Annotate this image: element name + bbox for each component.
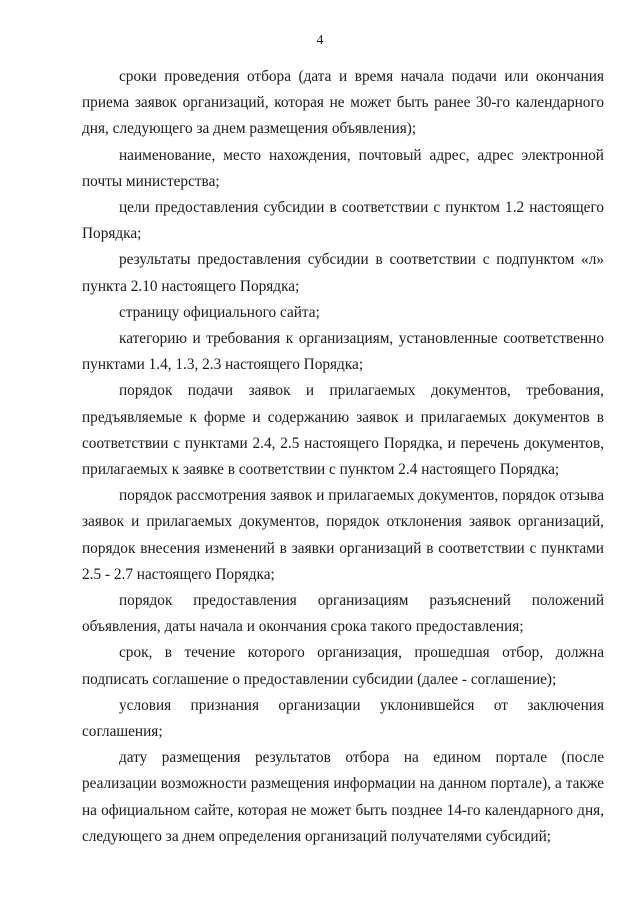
- paragraph-results-publication: дату размещения результатов отбора на едином портале (после реализации возможности размещения информации на данном портале), а также на официальном сайте, которая не может быть позднее 14-го календарного дня, следующего за днем определения организаций получателями субсидий;: [82, 749, 604, 845]
- paragraph-subsidy-goals: цели предоставления субсидии в соответствии с пунктом 1.2 настоящего Порядка;: [82, 199, 604, 243]
- paragraph-website-page: страницу официального сайта;: [119, 303, 320, 321]
- paragraph-ministry-contacts: наименование, место нахождения, почтовый адрес, адрес электронной почты министерства;: [82, 146, 604, 190]
- paragraph-application-submission: порядок подачи заявок и прилагаемых документов, требования, предъявляемые к форме и содержанию заявок и прилагаемых документов в соответствии с пунктами 2.4, 2.5 настоящего Порядка, и перечень документов, прилагаемых к заявке в соответствии с пунктом 2.4 настоящего Порядка;: [82, 382, 604, 479]
- paragraph-selection-dates: сроки проведения отбора (дата и время начала подачи или окончания приема заявок организаций, которая не может быть ранее 30-го календарного дня, следующего за днем размещения объявления);: [82, 68, 604, 138]
- paragraph-clarifications: порядок предоставления организациям разъяснений положений объявления, даты начала и окончания срока такого предоставления;: [82, 592, 604, 636]
- paragraph-agreement-deadline: срок, в течение которого организация, прошедшая отбор, должна подписать соглашение о предоставлении субсидии (далее - соглашение);: [82, 644, 604, 688]
- paragraph-organization-category: категорию и требования к организациям, установленные соответственно пунктами 1.4, 1.3, 2.3 настоящего Порядка;: [82, 330, 604, 374]
- page-number: 4: [316, 32, 324, 47]
- document-body: [82, 64, 604, 850]
- paragraph-subsidy-results: результаты предоставления субсидии в соответствии с подпунктом «л» пункта 2.10 настоящего Порядка;: [82, 251, 604, 295]
- paragraph-application-review: порядок рассмотрения заявок и прилагаемых документов, порядок отзыва заявок и прилагаемых документов, порядок отклонения заявок организаций, порядок внесения изменений в заявки организаций в соответствии с пунктами 2.5 - 2.7 настоящего Порядка;: [82, 487, 604, 583]
- paragraph-evasion-conditions: условия признания организации уклонившейся от заключения соглашения;: [82, 696, 604, 741]
